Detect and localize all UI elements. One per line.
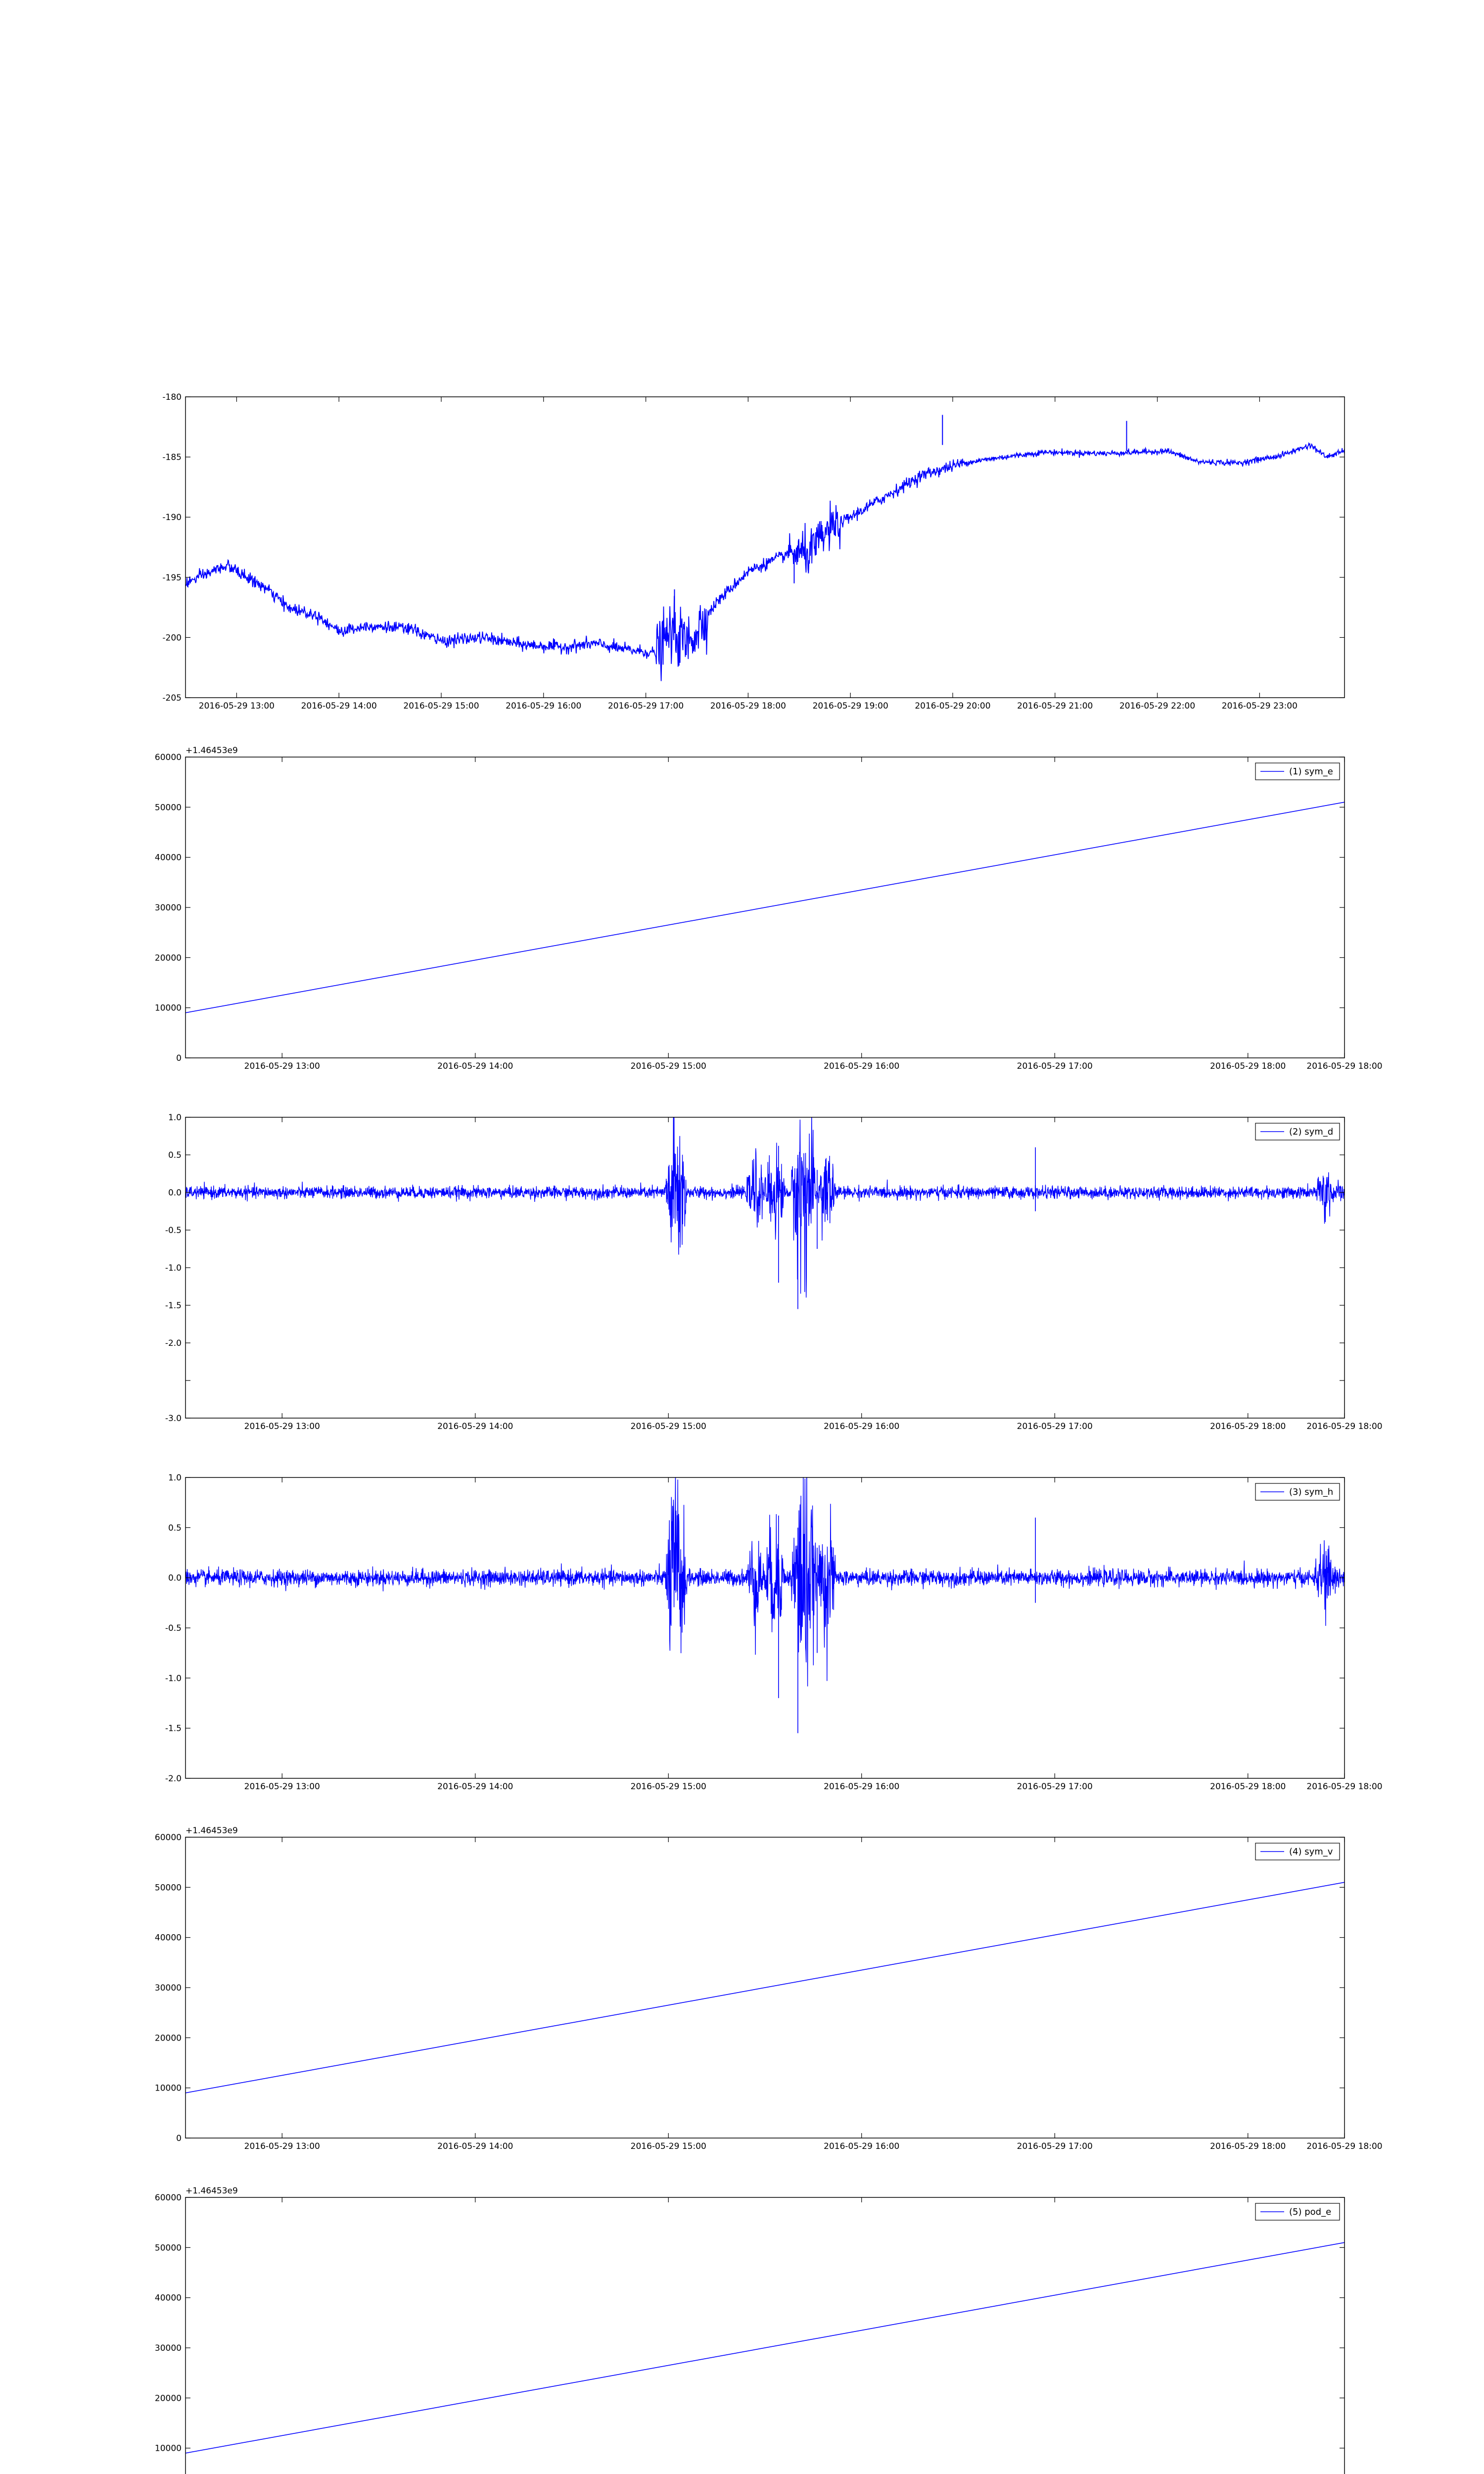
x-tick-label: 2016-05-29 17:00 [1017, 1422, 1093, 1431]
x-tick-label: 2016-05-29 18:00 [1210, 1782, 1286, 1792]
axes-frame [186, 1477, 1345, 1778]
y-tick-label: 0 [176, 1053, 182, 1063]
series-line [186, 1456, 1345, 1687]
y-tick-label: 20000 [154, 953, 182, 963]
y-tick-label: 1.0 [168, 1113, 182, 1123]
x-tick-label: 2016-05-29 13:00 [244, 1422, 320, 1431]
x-tick-label: 2016-05-29 15:00 [630, 1782, 706, 1792]
y-tick-label: -0.5 [165, 1623, 182, 1633]
plot-area [186, 1456, 1345, 1733]
y-tick-label: 0.5 [168, 1523, 182, 1533]
x-tick-label: 2016-05-29 18:00 [1306, 1422, 1383, 1431]
y-tick-label: -1.0 [165, 1673, 182, 1684]
series-line [186, 2242, 1345, 2453]
x-tick-label: 2016-05-29 13:00 [198, 701, 275, 711]
x-tick-label: 2016-05-29 18:00 [1210, 2141, 1286, 2151]
x-tick-label: 2016-05-29 16:00 [824, 2141, 900, 2151]
y-tick-label: 0.0 [168, 1573, 182, 1583]
x-tick-label: 2016-05-29 23:00 [1221, 701, 1298, 711]
x-tick-label: 2016-05-29 14:00 [437, 2141, 513, 2151]
x-tick-label: 2016-05-29 13:00 [244, 2141, 320, 2151]
offset-text: +1.46453e9 [186, 746, 238, 756]
legend-label: (3) sym_h [1289, 1487, 1334, 1497]
x-tick-label: 2016-05-29 15:00 [630, 2141, 706, 2151]
axes-frame [186, 1117, 1345, 1418]
y-tick-label: 30000 [154, 2343, 182, 2353]
x-tick-label: 2016-05-29 18:00 [710, 701, 786, 711]
y-tick-label: 50000 [154, 1883, 182, 1893]
x-tick-label: 2016-05-29 16:00 [824, 1061, 900, 1071]
x-tick-label: 2016-05-29 17:00 [1017, 1782, 1093, 1792]
x-tick-label: 2016-05-29 18:00 [1306, 1061, 1383, 1071]
x-tick-label: 2016-05-29 18:00 [1306, 2141, 1383, 2151]
y-tick-label: -2.0 [165, 1774, 182, 1784]
x-tick-label: 2016-05-29 18:00 [1210, 1061, 1286, 1071]
y-tick-label: 40000 [154, 2293, 182, 2303]
y-tick-label: 30000 [154, 903, 182, 913]
plot-area [186, 1882, 1345, 2093]
x-tick-label: 2016-05-29 15:00 [630, 1422, 706, 1431]
legend-label: (2) sym_d [1289, 1127, 1334, 1137]
x-tick-label: 2016-05-29 13:00 [244, 1782, 320, 1792]
y-tick-label: 10000 [154, 2443, 182, 2454]
y-tick-label: 60000 [154, 1833, 182, 1843]
series-line [186, 1102, 1345, 1298]
x-tick-label: 2016-05-29 16:00 [506, 701, 582, 711]
x-tick-label: 2016-05-29 17:00 [1017, 1061, 1093, 1071]
series-line [186, 443, 1345, 681]
y-tick-label: 20000 [154, 2033, 182, 2044]
legend-label: (4) sym_v [1289, 1847, 1333, 1857]
plot-area [186, 1102, 1345, 1309]
panel-6 [155, 2186, 1383, 2474]
y-tick-label: 50000 [154, 2243, 182, 2253]
panel-4 [165, 1456, 1383, 1792]
y-tick-label: -0.5 [165, 1226, 182, 1236]
x-tick-label: 2016-05-29 18:00 [1210, 1422, 1286, 1431]
plot-area [186, 802, 1345, 1013]
legend-label: (1) sym_e [1289, 766, 1333, 777]
y-tick-label: 10000 [154, 1003, 182, 1013]
x-tick-label: 2016-05-29 19:00 [812, 701, 888, 711]
panel-3 [165, 1102, 1383, 1431]
y-tick-label: 0 [176, 2134, 182, 2143]
y-tick-label: -1.5 [165, 1723, 182, 1734]
axes-frame [186, 2197, 1345, 2474]
x-tick-label: 2016-05-29 14:00 [437, 1782, 513, 1792]
y-tick-label: 0.0 [168, 1188, 182, 1198]
plot-area [186, 2242, 1345, 2453]
x-tick-label: 2016-05-29 17:00 [607, 701, 684, 711]
x-tick-label: 2016-05-29 14:00 [301, 701, 377, 711]
x-tick-label: 2016-05-29 16:00 [824, 1782, 900, 1792]
series-line [186, 1882, 1345, 2093]
y-tick-label: 50000 [154, 803, 182, 813]
legend-label: (5) pod_e [1289, 2207, 1332, 2217]
y-tick-label: -2.0 [165, 1338, 182, 1348]
offset-text: +1.46453e9 [186, 2186, 238, 2196]
y-tick-label: 40000 [154, 853, 182, 863]
x-tick-label: 2016-05-29 15:00 [630, 1061, 706, 1071]
x-tick-label: 2016-05-29 20:00 [915, 701, 991, 711]
y-tick-label: 30000 [154, 1983, 182, 1993]
x-tick-label: 2016-05-29 22:00 [1119, 701, 1196, 711]
y-tick-label: -200 [162, 633, 182, 643]
x-tick-label: 2016-05-29 14:00 [437, 1422, 513, 1431]
y-tick-label: -205 [162, 693, 182, 703]
offset-text: +1.46453e9 [186, 1826, 238, 1836]
y-tick-label: -190 [162, 513, 182, 523]
series-line [186, 802, 1345, 1013]
x-tick-label: 2016-05-29 15:00 [403, 701, 479, 711]
y-tick-label: 20000 [154, 2393, 182, 2404]
x-tick-label: 2016-05-29 16:00 [824, 1422, 900, 1431]
x-tick-label: 2016-05-29 18:00 [1306, 1782, 1383, 1792]
x-tick-label: 2016-05-29 21:00 [1017, 701, 1093, 711]
axes-frame [186, 397, 1345, 698]
x-tick-label: 2016-05-29 13:00 [244, 1061, 320, 1071]
y-tick-label: -180 [162, 392, 182, 402]
panel-5 [155, 1826, 1383, 2151]
panel-1 [162, 392, 1345, 711]
plot-area [186, 415, 1345, 681]
y-tick-label: 60000 [154, 2193, 182, 2203]
y-tick-label: -185 [162, 452, 182, 463]
y-tick-label: 10000 [154, 2083, 182, 2093]
y-tick-label: -1.0 [165, 1263, 182, 1273]
y-tick-label: 1.0 [168, 1473, 182, 1483]
y-tick-label: 60000 [154, 753, 182, 762]
y-tick-label: 0.5 [168, 1150, 182, 1160]
x-tick-label: 2016-05-29 17:00 [1017, 2141, 1093, 2151]
y-tick-label: 40000 [154, 1933, 182, 1943]
x-tick-label: 2016-05-29 14:00 [437, 1061, 513, 1071]
y-tick-label: -3.0 [165, 1414, 182, 1424]
y-tick-label: -195 [162, 572, 182, 583]
y-tick-label: -1.5 [165, 1301, 182, 1311]
panel-2 [155, 746, 1383, 1071]
